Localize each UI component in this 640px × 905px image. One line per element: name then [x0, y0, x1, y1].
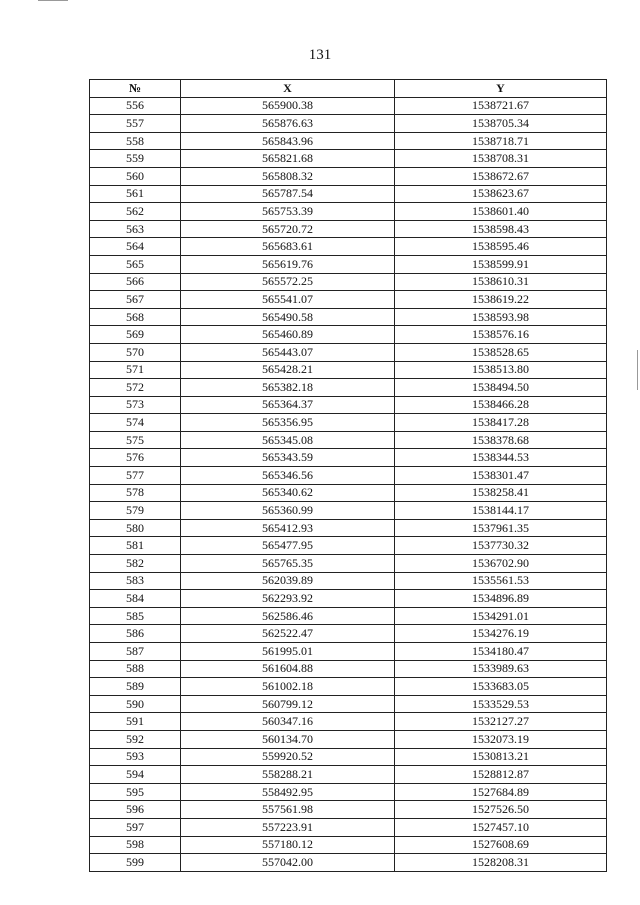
cell-number: 594 — [90, 766, 181, 784]
cell-number: 559 — [90, 150, 181, 168]
cell-y: 1528812.87 — [395, 766, 607, 784]
cell-number: 576 — [90, 449, 181, 467]
table-row — [90, 343, 607, 361]
coordinates-table — [89, 79, 607, 872]
cell-x: 565382.18 — [181, 379, 395, 397]
cell-x: 565787.54 — [181, 185, 395, 203]
cell-number: 569 — [90, 326, 181, 344]
cell-number: 577 — [90, 467, 181, 485]
cell-x: 557042.00 — [181, 854, 395, 872]
cell-y: 1538721.67 — [395, 97, 607, 115]
cell-y: 1538466.28 — [395, 396, 607, 414]
cell-y: 1532073.19 — [395, 730, 607, 748]
cell-number: 573 — [90, 396, 181, 414]
table-row — [90, 818, 607, 836]
table-row — [90, 555, 607, 573]
cell-y: 1538593.98 — [395, 308, 607, 326]
table-row — [90, 590, 607, 608]
cell-y: 1538301.47 — [395, 467, 607, 485]
table-row — [90, 748, 607, 766]
cell-x: 558288.21 — [181, 766, 395, 784]
cell-x: 565477.95 — [181, 537, 395, 555]
cell-y: 1527526.50 — [395, 801, 607, 819]
cell-x: 565541.07 — [181, 291, 395, 309]
cell-y: 1534276.19 — [395, 625, 607, 643]
table-row — [90, 361, 607, 379]
cell-y: 1535561.53 — [395, 572, 607, 590]
cell-x: 565808.32 — [181, 167, 395, 185]
table-row — [90, 467, 607, 485]
scan-edge-mark-right — [637, 350, 638, 390]
cell-y: 1538494.50 — [395, 379, 607, 397]
cell-x: 565343.59 — [181, 449, 395, 467]
table-row — [90, 766, 607, 784]
cell-y: 1537730.32 — [395, 537, 607, 555]
table-row — [90, 203, 607, 221]
cell-y: 1534896.89 — [395, 590, 607, 608]
cell-number: 568 — [90, 308, 181, 326]
table-row — [90, 730, 607, 748]
table-row — [90, 783, 607, 801]
table-row — [90, 713, 607, 731]
table-row — [90, 801, 607, 819]
table-row — [90, 431, 607, 449]
cell-x: 565345.08 — [181, 431, 395, 449]
cell-x: 565876.63 — [181, 115, 395, 133]
table-body — [90, 97, 607, 871]
table-row — [90, 519, 607, 537]
cell-number: 597 — [90, 818, 181, 836]
cell-y: 1527608.69 — [395, 836, 607, 854]
cell-y: 1536702.90 — [395, 555, 607, 573]
cell-x: 565720.72 — [181, 220, 395, 238]
cell-x: 557223.91 — [181, 818, 395, 836]
cell-y: 1538601.40 — [395, 203, 607, 221]
cell-number: 590 — [90, 695, 181, 713]
cell-number: 588 — [90, 660, 181, 678]
table-row — [90, 132, 607, 150]
cell-x: 565843.96 — [181, 132, 395, 150]
cell-x: 565340.62 — [181, 484, 395, 502]
cell-number: 592 — [90, 730, 181, 748]
header-y: Y — [395, 80, 607, 98]
cell-x: 565765.35 — [181, 555, 395, 573]
cell-x: 561604.88 — [181, 660, 395, 678]
cell-number: 566 — [90, 273, 181, 291]
table-row — [90, 115, 607, 133]
table-row — [90, 572, 607, 590]
table-row — [90, 308, 607, 326]
cell-y: 1538610.31 — [395, 273, 607, 291]
cell-x: 562522.47 — [181, 625, 395, 643]
cell-y: 1538417.28 — [395, 414, 607, 432]
cell-number: 567 — [90, 291, 181, 309]
cell-x: 565683.61 — [181, 238, 395, 256]
cell-x: 565346.56 — [181, 467, 395, 485]
cell-x: 558492.95 — [181, 783, 395, 801]
cell-number: 563 — [90, 220, 181, 238]
table-row — [90, 379, 607, 397]
cell-x: 565360.99 — [181, 502, 395, 520]
cell-number: 558 — [90, 132, 181, 150]
cell-y: 1538623.67 — [395, 185, 607, 203]
cell-y: 1538513.80 — [395, 361, 607, 379]
cell-y: 1538672.67 — [395, 167, 607, 185]
table-row — [90, 414, 607, 432]
cell-y: 1538528.65 — [395, 343, 607, 361]
cell-x: 565443.07 — [181, 343, 395, 361]
table-row — [90, 449, 607, 467]
cell-number: 585 — [90, 607, 181, 625]
cell-y: 1527684.89 — [395, 783, 607, 801]
cell-number: 591 — [90, 713, 181, 731]
cell-y: 1538708.31 — [395, 150, 607, 168]
cell-y: 1537961.35 — [395, 519, 607, 537]
table-row — [90, 150, 607, 168]
cell-number: 598 — [90, 836, 181, 854]
cell-y: 1533683.05 — [395, 678, 607, 696]
cell-number: 582 — [90, 555, 181, 573]
table-row — [90, 660, 607, 678]
cell-number: 565 — [90, 255, 181, 273]
cell-number: 570 — [90, 343, 181, 361]
cell-x: 557561.98 — [181, 801, 395, 819]
cell-y: 1528208.31 — [395, 854, 607, 872]
cell-x: 562293.92 — [181, 590, 395, 608]
page-number: 131 — [308, 47, 332, 63]
cell-y: 1538599.91 — [395, 255, 607, 273]
cell-x: 559920.52 — [181, 748, 395, 766]
cell-x: 565460.89 — [181, 326, 395, 344]
cell-x: 565619.76 — [181, 255, 395, 273]
table-row — [90, 396, 607, 414]
cell-number: 579 — [90, 502, 181, 520]
cell-number: 580 — [90, 519, 181, 537]
cell-number: 593 — [90, 748, 181, 766]
cell-x: 560134.70 — [181, 730, 395, 748]
cell-y: 1538258.41 — [395, 484, 607, 502]
cell-y: 1538619.22 — [395, 291, 607, 309]
cell-y: 1527457.10 — [395, 818, 607, 836]
cell-x: 562586.46 — [181, 607, 395, 625]
cell-x: 565572.25 — [181, 273, 395, 291]
cell-x: 561995.01 — [181, 643, 395, 661]
table-row — [90, 643, 607, 661]
header-x: X — [181, 80, 395, 98]
cell-number: 587 — [90, 643, 181, 661]
table-row — [90, 97, 607, 115]
cell-y: 1530813.21 — [395, 748, 607, 766]
cell-x: 565753.39 — [181, 203, 395, 221]
table-header-row — [90, 80, 607, 98]
cell-number: 596 — [90, 801, 181, 819]
cell-x: 565412.93 — [181, 519, 395, 537]
table-row — [90, 854, 607, 872]
cell-number: 557 — [90, 115, 181, 133]
table-row — [90, 273, 607, 291]
table-row — [90, 167, 607, 185]
cell-number: 599 — [90, 854, 181, 872]
cell-y: 1538378.68 — [395, 431, 607, 449]
cell-y: 1533529.53 — [395, 695, 607, 713]
header-number: № — [90, 80, 181, 98]
cell-y: 1534180.47 — [395, 643, 607, 661]
table-row — [90, 220, 607, 238]
cell-number: 574 — [90, 414, 181, 432]
cell-number: 583 — [90, 572, 181, 590]
table-row — [90, 836, 607, 854]
cell-y: 1538595.46 — [395, 238, 607, 256]
cell-number: 564 — [90, 238, 181, 256]
table-row — [90, 255, 607, 273]
table-row — [90, 185, 607, 203]
table-row — [90, 484, 607, 502]
cell-number: 560 — [90, 167, 181, 185]
table-row — [90, 678, 607, 696]
cell-number: 595 — [90, 783, 181, 801]
cell-x: 565428.21 — [181, 361, 395, 379]
cell-number: 562 — [90, 203, 181, 221]
cell-y: 1538144.17 — [395, 502, 607, 520]
cell-y: 1538598.43 — [395, 220, 607, 238]
cell-number: 575 — [90, 431, 181, 449]
cell-y: 1534291.01 — [395, 607, 607, 625]
cell-x: 560347.16 — [181, 713, 395, 731]
table-row — [90, 537, 607, 555]
cell-y: 1538576.16 — [395, 326, 607, 344]
cell-x: 565356.95 — [181, 414, 395, 432]
scan-edge-mark-top — [38, 0, 68, 1]
cell-y: 1532127.27 — [395, 713, 607, 731]
cell-number: 581 — [90, 537, 181, 555]
cell-x: 565364.37 — [181, 396, 395, 414]
table-row — [90, 607, 607, 625]
cell-x: 560799.12 — [181, 695, 395, 713]
cell-x: 565490.58 — [181, 308, 395, 326]
cell-x: 557180.12 — [181, 836, 395, 854]
cell-number: 571 — [90, 361, 181, 379]
table-row — [90, 238, 607, 256]
cell-number: 561 — [90, 185, 181, 203]
table-row — [90, 502, 607, 520]
cell-y: 1538705.34 — [395, 115, 607, 133]
cell-y: 1533989.63 — [395, 660, 607, 678]
table-row — [90, 291, 607, 309]
cell-x: 562039.89 — [181, 572, 395, 590]
cell-number: 572 — [90, 379, 181, 397]
cell-x: 561002.18 — [181, 678, 395, 696]
cell-x: 565821.68 — [181, 150, 395, 168]
cell-y: 1538718.71 — [395, 132, 607, 150]
cell-number: 589 — [90, 678, 181, 696]
table-row — [90, 326, 607, 344]
cell-number: 556 — [90, 97, 181, 115]
table-row — [90, 625, 607, 643]
cell-number: 584 — [90, 590, 181, 608]
cell-y: 1538344.53 — [395, 449, 607, 467]
table-row — [90, 695, 607, 713]
cell-number: 578 — [90, 484, 181, 502]
cell-x: 565900.38 — [181, 97, 395, 115]
cell-number: 586 — [90, 625, 181, 643]
